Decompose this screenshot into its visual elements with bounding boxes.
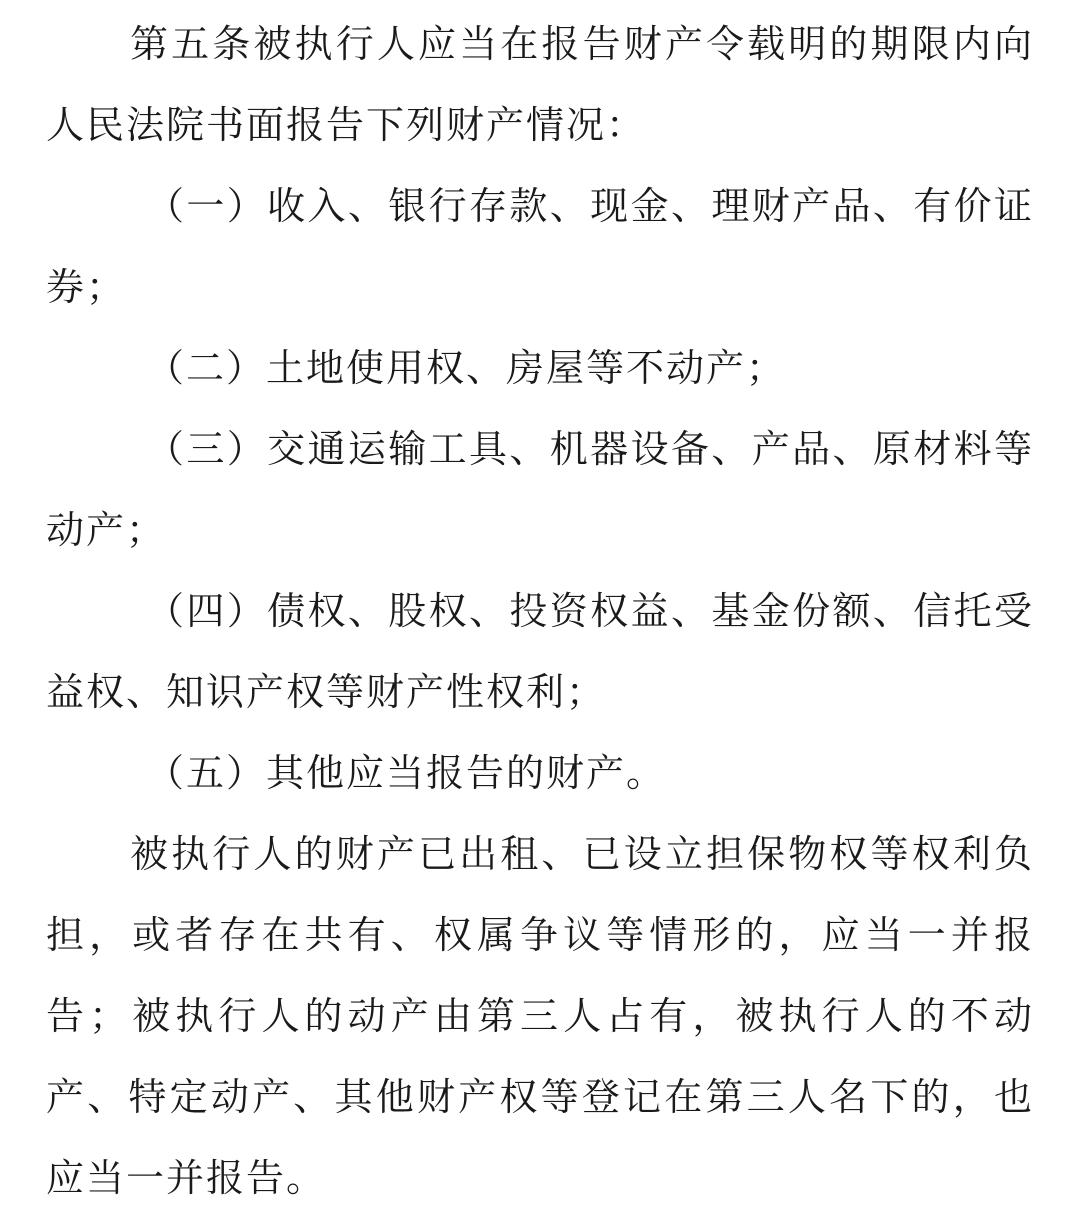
item-four: （四）债权、股权、投资权益、基金份额、信托受益权、知识产权等财产性权利； <box>46 589 1034 714</box>
item-three: （三）交通运输工具、机器设备、产品、原材料等动产； <box>46 427 1034 552</box>
article-five-closing: 被执行人的财产已出租、已设立担保物权等权利负担，或者存在共有、权属争议等情形的，应当一并报告；被执行人的动产由第三人占有，被执行人的不动产、特定动产、其他财产权等登记在第三人名下的，也应当一并报告。 <box>46 832 1034 1200</box>
article-five-intro: 第五条被执行人应当在报告财产令载明的期限内向人民法院书面报告下列财产情况： <box>46 22 1034 147</box>
item-five: （五）其他应当报告的财产。 <box>146 751 667 795</box>
item-two: （二）土地使用权、房屋等不动产； <box>146 346 787 390</box>
item-one: （一）收入、银行存款、现金、理财产品、有价证券； <box>46 184 1034 309</box>
